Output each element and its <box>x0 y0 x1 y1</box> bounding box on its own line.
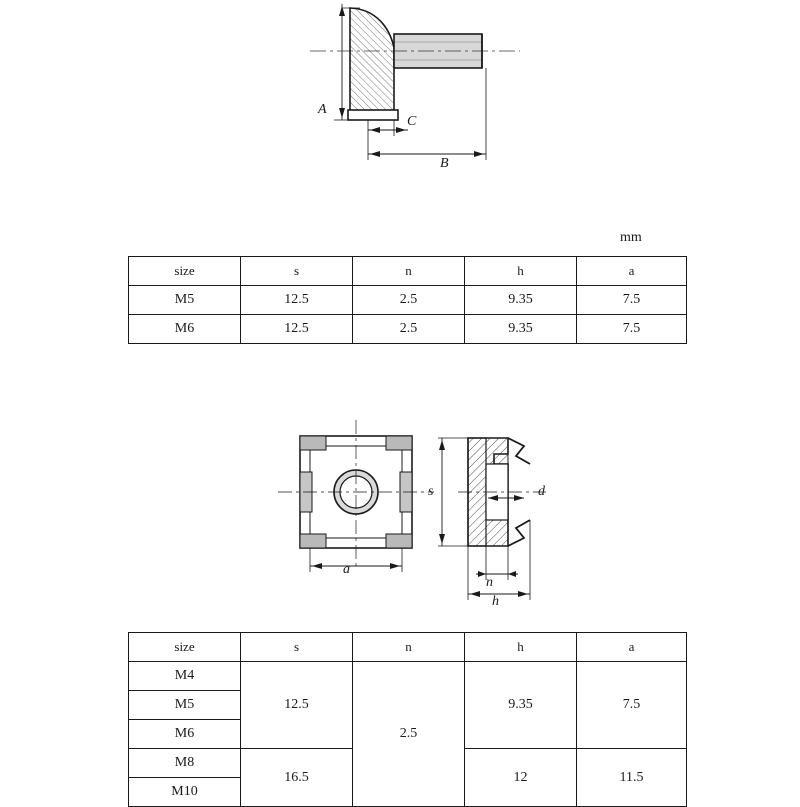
nut-section-hatch-top <box>486 438 508 464</box>
table2-size-m6: M6 <box>129 720 241 749</box>
table-header-row <box>129 633 687 662</box>
table2-header-size: size <box>129 633 241 662</box>
dimension-label-b: B <box>440 156 449 171</box>
spec-table-top <box>128 256 687 344</box>
nut-section-hatch-bottom <box>486 520 508 546</box>
table2-size-m4: M4 <box>129 662 241 691</box>
dimension-label-c: C <box>407 114 417 129</box>
table1-r0-size: M5 <box>129 286 241 315</box>
spec-table-bottom <box>128 632 687 807</box>
table1-r1-s: 12.5 <box>241 315 353 344</box>
dimension-label-h: h <box>492 594 499 609</box>
table2-s-small: 12.5 <box>241 662 353 749</box>
table1-r0-n: 2.5 <box>353 286 465 315</box>
nut-views-figure <box>262 420 582 610</box>
table2-h-large: 12 <box>465 749 577 807</box>
table2-size-m8: M8 <box>129 749 241 778</box>
table1-r0-a: 7.5 <box>577 286 687 315</box>
table1-header-a: a <box>577 257 687 286</box>
table2-header-a: a <box>577 633 687 662</box>
dimension-label-n: n <box>486 575 493 590</box>
nut-views-svg <box>262 420 582 610</box>
table2-n-all: 2.5 <box>353 662 465 807</box>
table1-header-n: n <box>353 257 465 286</box>
table1-header-size: size <box>129 257 241 286</box>
table1-header-s: s <box>241 257 353 286</box>
dimension-label-s: s <box>428 484 434 499</box>
table-row <box>129 662 687 691</box>
table-header-row <box>129 257 687 286</box>
table2-header-h: h <box>465 633 577 662</box>
dimension-label-a: A <box>318 102 327 117</box>
table2-size-m5: M5 <box>129 691 241 720</box>
table1-r0-h: 9.35 <box>465 286 577 315</box>
clip-arm-bottom <box>508 520 530 546</box>
table1-header-h: h <box>465 257 577 286</box>
unit-label: mm <box>620 230 642 245</box>
dimension-label-a-plan: a <box>343 562 350 577</box>
table2-h-small: 9.35 <box>465 662 577 749</box>
table2-a-large: 11.5 <box>577 749 687 807</box>
table1-r0-s: 12.5 <box>241 286 353 315</box>
clip-arm-top <box>508 438 530 464</box>
table1-r1-a: 7.5 <box>577 315 687 344</box>
table2-s-large: 16.5 <box>241 749 353 807</box>
table-row <box>129 315 687 344</box>
screw-side-view-figure <box>290 0 590 180</box>
table1-r1-h: 9.35 <box>465 315 577 344</box>
dimension-label-d: d <box>538 484 545 499</box>
table1-r1-n: 2.5 <box>353 315 465 344</box>
table-row <box>129 286 687 315</box>
screw-collar <box>348 110 398 120</box>
table2-size-m10: M10 <box>129 778 241 807</box>
screw-head-hatch <box>350 9 393 111</box>
table2-header-n: n <box>353 633 465 662</box>
table2-a-small: 7.5 <box>577 662 687 749</box>
screw-side-view-svg <box>290 0 590 180</box>
table1-r1-size: M6 <box>129 315 241 344</box>
table2-header-s: s <box>241 633 353 662</box>
